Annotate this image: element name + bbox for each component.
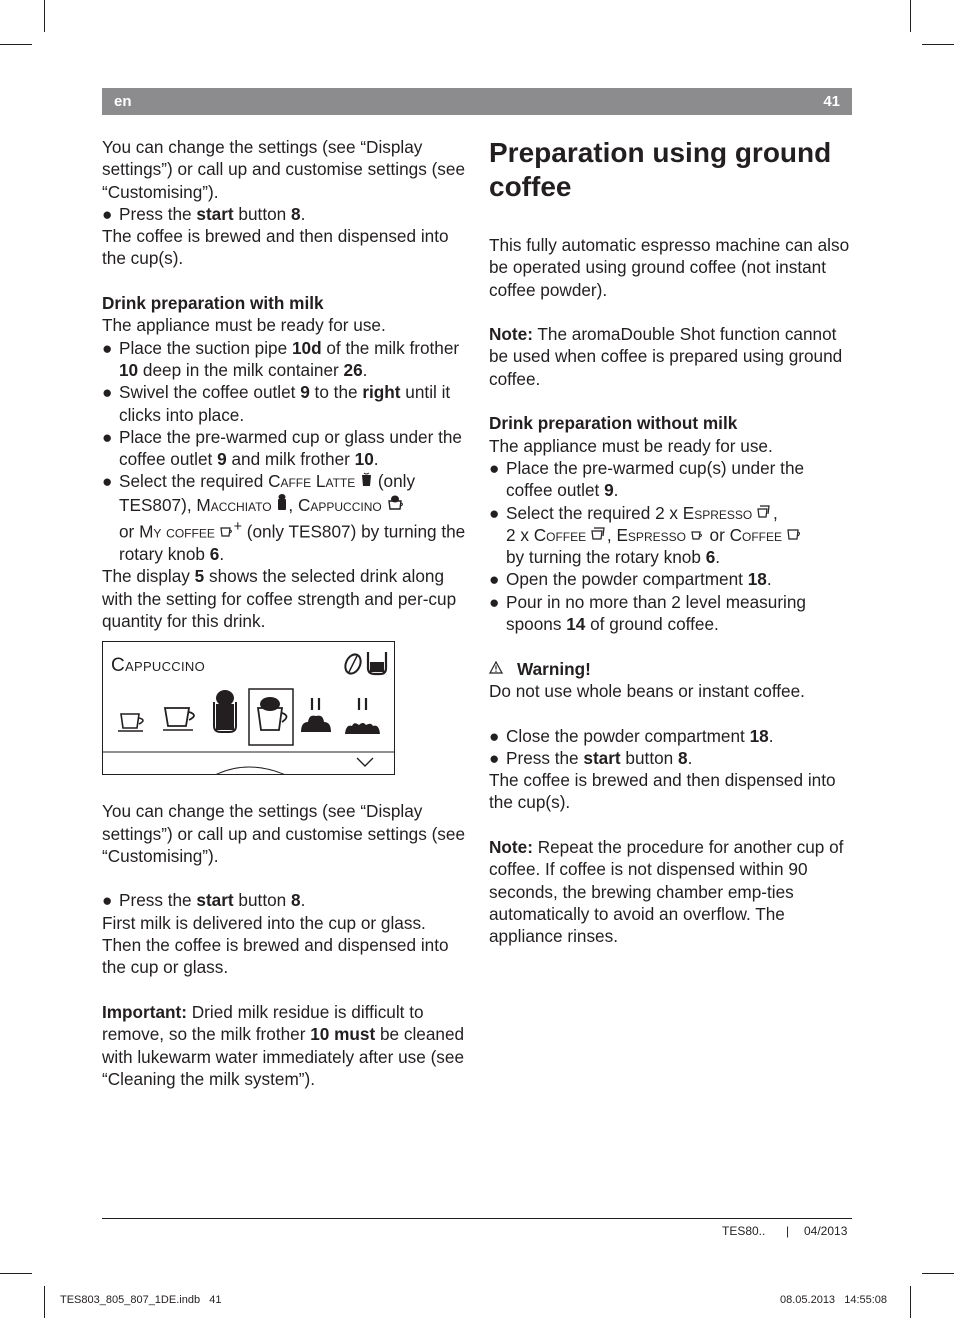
crop-mark	[922, 1273, 954, 1274]
first-milk-paragraph: First milk is delivered into the cup or glass. Then the coffee is brewed and dispensed into the cup or glass.	[102, 912, 449, 978]
warning-label: Warning!	[517, 658, 591, 679]
crop-mark	[0, 44, 32, 45]
bullet-place-cup: ● Place the pre-warmed cup or glass under the coffee outlet 9 and milk frother 10.	[102, 426, 462, 470]
important-paragraph: Important: Dried milk residue is difficult to remove, so the milk frother 10 must be cleaned with lukewarm water immediately after use (see “Cleaning the milk system”).	[102, 1001, 465, 1089]
footer-date: 04/2013	[804, 1224, 848, 1238]
bullet-swivel-outlet: ● Swivel the coffee outlet 9 to the right until it clicks into place.	[102, 382, 451, 425]
footer-model: TES80..	[722, 1224, 766, 1238]
crop-mark	[910, 0, 911, 32]
display-graphics	[103, 642, 395, 775]
macchiato-glass-icon	[214, 690, 236, 732]
crop-mark	[44, 0, 45, 32]
display-drink-label: Cappuccino	[111, 655, 206, 677]
display-paragraph: The display 5 shows the selected drink along with the setting for coffee strength and per-cup quantity for this drink.	[102, 566, 457, 631]
section-title: Preparation using ground coffee	[489, 137, 832, 202]
double-outlet-icon	[345, 698, 380, 734]
bullet-suction-pipe: ● Place the suction pipe 10d of the milk frother 10 deep in the milk container 26.	[102, 337, 460, 380]
milk-heading: Drink preparation with milk	[102, 293, 324, 314]
bullet-press-start-right: ● Press the start button 8.	[489, 747, 693, 768]
cappuccino-icon	[387, 494, 405, 511]
macchiato-icon	[276, 493, 288, 511]
bullet-pour-spoons: ● Pour in no more than 2 level measuring spoons 14 of ground coffee.	[489, 591, 806, 635]
cappuccino-selected-icon	[258, 697, 287, 730]
caffe-latte-icon	[360, 472, 373, 487]
my-coffee-icon	[220, 524, 234, 538]
page-number: 41	[823, 93, 840, 110]
chevron-down-icon	[357, 758, 373, 766]
bullet-press-start-2: ● Press the start button 8.	[102, 890, 306, 911]
crop-mark	[910, 1286, 911, 1318]
brewed-paragraph: The coffee is brewed and then dispensed into the cup(s).	[102, 226, 449, 269]
crop-mark	[44, 1286, 45, 1318]
footer-rule	[102, 1218, 852, 1219]
footer-separator: |	[786, 1224, 790, 1238]
bullet-open-compartment: ● Open the powder compartment 18.	[489, 569, 772, 590]
bean-strength-icon	[342, 652, 363, 676]
coffee-icon	[787, 527, 802, 541]
warning-row	[489, 658, 855, 680]
header-bar	[102, 88, 852, 115]
note-aroma: Note: The aromaDouble Shot function cannot be used when coffee is prepared using ground coffee.	[489, 324, 843, 389]
bullet-close-compartment: ● Close the powder compartment 18.	[489, 725, 774, 746]
intro2-paragraph: You can change the settings (see “Display settings”) or call up and customise settings (see “Customising”).	[102, 801, 466, 866]
double-espresso-icon	[757, 504, 773, 519]
glass-quantity-icon	[368, 652, 386, 674]
warning-triangle-icon	[489, 658, 517, 678]
language-code: en	[114, 93, 132, 110]
left-column	[102, 136, 466, 1090]
bullet-dot: ●	[102, 203, 113, 224]
coffee-cup-icon	[163, 708, 194, 730]
single-outlet-icon	[301, 698, 331, 732]
crop-mark	[922, 44, 954, 45]
bullet-select-drink: ● Select the required Caffe Latte (only TES807), Macchiato , Cappuccino or My coffee + (only TES807) by turning the rotary knob 6.	[102, 471, 466, 565]
double-coffee-icon	[591, 526, 607, 541]
ready-paragraph: The appliance must be ready for use.	[102, 315, 386, 336]
no-milk-heading: Drink preparation without milk	[489, 413, 738, 434]
slug-file: TES803_805_807_1DE.indb 41	[60, 1294, 222, 1306]
right-ready: The appliance must be ready for use.	[489, 435, 773, 456]
bullet-place-cups: ● Place the pre-warmed cup(s) under the coffee outlet 9.	[489, 457, 805, 501]
note-repeat: Note: Repeat the procedure for another cup of coffee. If coffee is not dispensed within 90 seconds, the brewing chamber emp-ties automatically to avoid an overflow. The appliance rinses.	[489, 837, 844, 947]
display-illustration	[102, 641, 395, 775]
right-brewed: The coffee is brewed and then dispensed into the cup(s).	[489, 770, 836, 813]
bullet-press-start: ● Press the start button 8.	[102, 203, 306, 224]
right-intro: This fully automatic espresso machine can also be operated using ground coffee (not instant coffee powder).	[489, 235, 850, 300]
bullet-select-coffee: ● Select the required 2 x Espresso , 2 x Coffee , Espresso or Coffee by turning the rotary knob 6.	[489, 502, 855, 569]
slug-timestamp: 08.05.2013 14:55:08	[780, 1294, 888, 1306]
right-column	[489, 136, 855, 948]
espresso-cup-icon	[118, 714, 143, 731]
crop-mark	[0, 1273, 32, 1274]
espresso-icon	[691, 529, 705, 541]
warning-text: Do not use whole beans or instant coffee.	[489, 680, 805, 701]
intro-paragraph: You can change the settings (see “Display settings”) or call up and customise settings (see “Customising”).	[102, 137, 466, 202]
knob-arc	[213, 767, 288, 775]
